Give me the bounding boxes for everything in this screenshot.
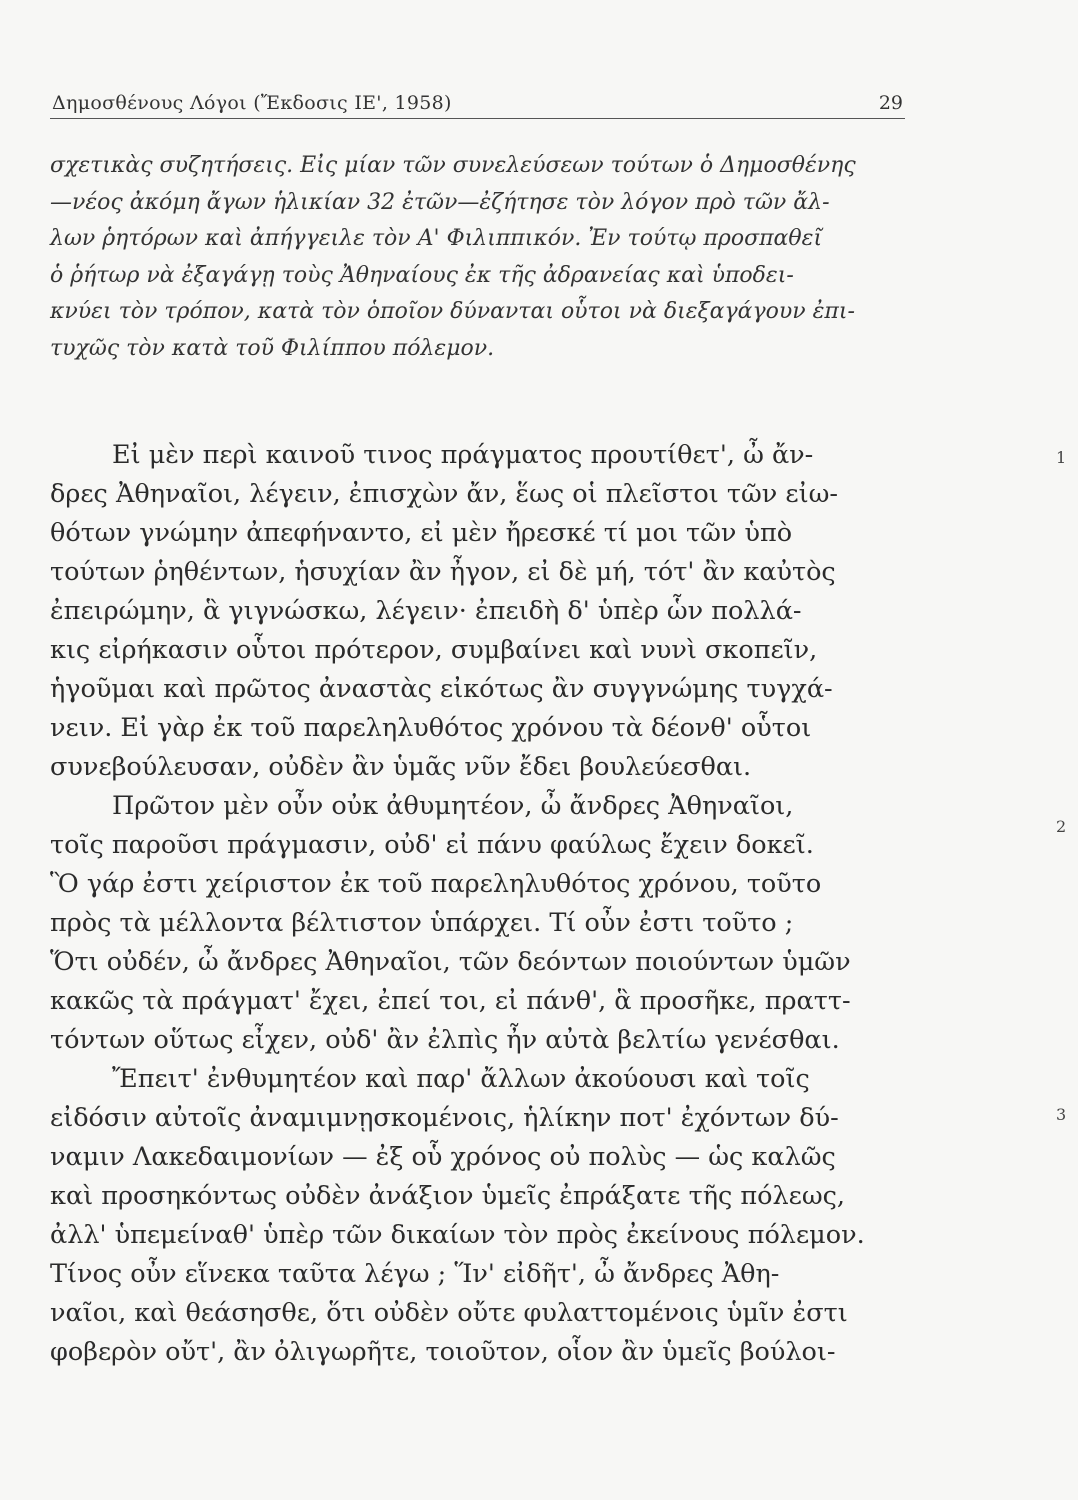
page-number: 29: [878, 92, 903, 114]
speech-line: ἀλλ' ὑπεμείναθ' ὑπὲρ τῶν δικαίων τὸν πρὸς ἐκείνους πόλεμον.: [50, 1220, 865, 1250]
speech-line: δρες Ἀθηναῖοι, λέγειν, ἐπισχὼν ἄν, ἕως οἱ πλεῖστοι τῶν εἰω-: [50, 479, 838, 509]
speech-line: καὶ προσηκόντως οὐδὲν ἀνάξιον ὑμεῖς ἐπράξατε τῆς πόλεως,: [50, 1181, 846, 1211]
intro-line: λων ῥητόρων καὶ ἀπήγγειλε τὸν Α' Φιλιππικόν. Ἐν τούτῳ προσπαθεῖ: [50, 226, 823, 251]
running-title: Δημοσθένους Λόγοι (Ἔκδοσις ΙΕ', 1958): [52, 92, 452, 114]
speech-line: συνεβούλευσαν, οὐδὲν ἂν ὑμᾶς νῦν ἔδει βουλεύεσθαι.: [50, 752, 752, 782]
speech-line: ἡγοῦμαι καὶ πρῶτος ἀναστὰς εἰκότως ἂν συγγνώμης τυγχά-: [50, 674, 833, 704]
intro-line: ὁ ῥήτωρ νὰ ἐξαγάγῃ τοὺς Ἀθηναίους ἐκ τῆς ἀδρανείας καὶ ὑποδει-: [50, 262, 794, 288]
speech-line: Πρῶτον μὲν οὖν οὐκ ἀθυμητέον, ὦ ἄνδρες Ἀθηναῖοι,: [112, 791, 794, 821]
speech-line: πρὸς τὰ μέλλοντα βέλτιστον ὑπάρχει. Τί οὖν ἐστι τοῦτο ;: [50, 908, 794, 938]
section-number: 3: [1056, 1105, 1067, 1124]
speech-text: [50, 436, 912, 1372]
section-number: 2: [1056, 817, 1067, 836]
speech-line: Τίνος οὖν εἵνεκα ταῦτα λέγω ; Ἵν' εἰδῆτ', ὦ ἄνδρες Ἀθη-: [50, 1259, 780, 1289]
intro-line: τυχῶς τὸν κατὰ τοῦ Φιλίππου πόλεμον.: [50, 335, 495, 361]
speech-line: κις εἰρήκασιν οὗτοι πρότερον, συμβαίνει καὶ νυνὶ σκοπεῖν,: [50, 635, 818, 665]
speech-line: Ὃ γάρ ἐστι χείριστον ἐκ τοῦ παρεληλυθότος χρόνου, τοῦτο: [50, 869, 822, 899]
speech-line: τούτων ῥηθέντων, ἡσυχίαν ἂν ἦγον, εἰ δὲ μή, τότ' ἂν καὐτὸς: [50, 557, 836, 587]
speech-line: ναμιν Λακεδαιμονίων — ἐξ οὗ χρόνος οὐ πολὺς — ὡς καλῶς: [50, 1142, 836, 1172]
speech-line: ναῖοι, καὶ θεάσησθε, ὅτι οὐδὲν οὔτε φυλαττομένοις ὑμῖν ἐστι: [50, 1298, 848, 1328]
speech-line: νειν. Εἰ γὰρ ἐκ τοῦ παρεληλυθότος χρόνου τὰ δέονθ' οὗτοι: [50, 713, 812, 743]
speech-line: κακῶς τὰ πράγματ' ἔχει, ἐπεί τοι, εἰ πάνθ', ἃ προσῆκε, πραττ-: [50, 986, 851, 1016]
speech-line: τόντων οὕτως εἶχεν, οὐδ' ἂν ἐλπὶς ἦν αὐτὰ βελτίω γενέσθαι.: [50, 1025, 840, 1055]
speech-line: φοβερὸν οὔτ', ἂν ὀλιγωρῆτε, τοιοῦτον, οἷον ἂν ὑμεῖς βούλοι-: [50, 1337, 836, 1367]
speech-line: θότων γνώμην ἀπεφήναντο, εἰ μὲν ἤρεσκέ τί μοι τῶν ὑπὸ: [50, 518, 793, 548]
intro-line: σχετικὰς συζητήσεις. Εἰς μίαν τῶν συνελεύσεων τούτων ὁ Δημοσθένης: [50, 153, 856, 178]
speech-line: Εἰ μὲν περὶ καινοῦ τινος πράγματος προυτίθετ', ὦ ἄν-: [112, 440, 814, 470]
speech-line: εἰδόσιν αὐτοῖς ἀναμιμνῃσκομένοις, ἡλίκην ποτ' ἐχόντων δύ-: [50, 1103, 839, 1133]
speech-line: Ὅτι οὐδέν, ὦ ἄνδρες Ἀθηναῖοι, τῶν δεόντων ποιούντων ὑμῶν: [50, 947, 851, 977]
intro-paragraph: [50, 148, 910, 367]
speech-line: ἐπειρώμην, ἃ γιγνώσκω, λέγειν· ἐπειδὴ δ' ὑπὲρ ὧν πολλά-: [50, 596, 802, 626]
intro-line: κνύει τὸν τρόπον, κατὰ τὸν ὁποῖον δύνανται οὗτοι νὰ διεξαγάγουν ἐπι-: [50, 299, 855, 324]
intro-line: —νέος ἀκόμη ἄγων ἡλικίαν 32 ἐτῶν—ἐζήτησε τὸν λόγον πρὸ τῶν ἄλ-: [50, 189, 830, 215]
section-number: 1: [1056, 448, 1067, 467]
speech-line: Ἔπειτ' ἐνθυμητέον καὶ παρ' ἄλλων ἀκούουσι καὶ τοῖς: [112, 1064, 810, 1094]
running-header: [50, 86, 905, 119]
speech-line: τοῖς παροῦσι πράγμασιν, οὐδ' εἰ πάνυ φαύλως ἔχειν δοκεῖ.: [50, 830, 814, 860]
